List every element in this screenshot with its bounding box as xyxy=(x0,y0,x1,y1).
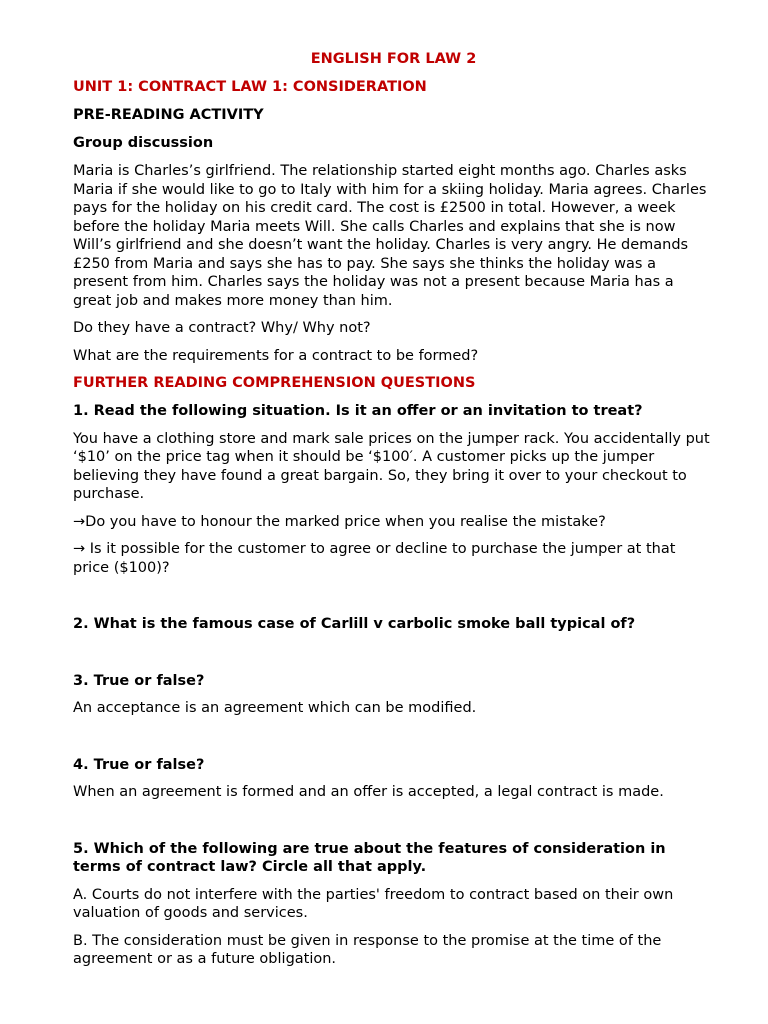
question-4-title: 4. True or false? xyxy=(73,756,205,773)
question-3-statement: An acceptance is an agreement which can be modified. xyxy=(73,700,477,716)
question-5-title: 5. Which of the following are true about the features of consideration in terms of contract law? Circle all that apply. xyxy=(73,840,666,875)
question-3-title: 3. True or false? xyxy=(73,672,205,689)
document-title: ENGLISH FOR LAW 2 xyxy=(310,51,477,67)
question-5-option-b: B. The consideration must be given in response to the promise at the time of the agreement or as a future obligation. xyxy=(73,932,662,967)
question-1-bullet-1: →Do you have to honour the marked price when you realise the mistake? xyxy=(73,513,606,530)
group-discussion-heading: Group discussion xyxy=(73,135,214,151)
discussion-question-2: What are the requirements for a contract to be formed? xyxy=(73,347,479,364)
further-reading-heading: FURTHER READING COMPREHENSION QUESTIONS xyxy=(73,375,476,391)
unit-heading: UNIT 1: CONTRACT LAW 1: CONSIDERATION xyxy=(73,79,427,95)
question-1-bullet-2: → Is it possible for the customer to agree or decline to purchase the jumper at that price ($100)? xyxy=(73,541,676,576)
scenario-paragraph: Maria is Charles’s girlfriend. The relationship started eight months ago. Charles asks Maria if she would like to go to Italy with him for a skiing holiday. Maria agrees. Charles pays for the holiday on his credit card. The cost is £2500 in total. However, a week before the holiday Maria meets Will. She calls Charles and explains that she is now Will’s girlfriend and she doesn’t want the holiday. Charles is very angry. He demands £250 from Maria and says she has to pay. She says she thinks the holiday was a present from him. Charles says the holiday was not a present because Maria has a great job and makes more money than him. xyxy=(73,163,707,309)
question-4-statement: When an agreement is formed and an offer is accepted, a legal contract is made. xyxy=(73,784,664,800)
question-1-title: 1. Read the following situation. Is it an offer or an invitation to treat? xyxy=(73,403,643,419)
discussion-question-1: Do they have a contract? Why/ Why not? xyxy=(73,320,371,336)
question-2-title: 2. What is the famous case of Carlill v carbolic smoke ball typical of? xyxy=(73,616,636,632)
question-5-option-a: A. Courts do not interfere with the parties' freedom to contract based on their own valuation of goods and services. xyxy=(73,886,674,921)
question-1-situation: You have a clothing store and mark sale prices on the jumper rack. You accidentally put ‘$10’ on the price tag when it should be ‘$100′. A customer picks up the jumper believing they have found a great bargain. So, they bring it over to your checkout to purchase. xyxy=(73,430,710,502)
pre-reading-heading: PRE-READING ACTIVITY xyxy=(73,107,264,123)
